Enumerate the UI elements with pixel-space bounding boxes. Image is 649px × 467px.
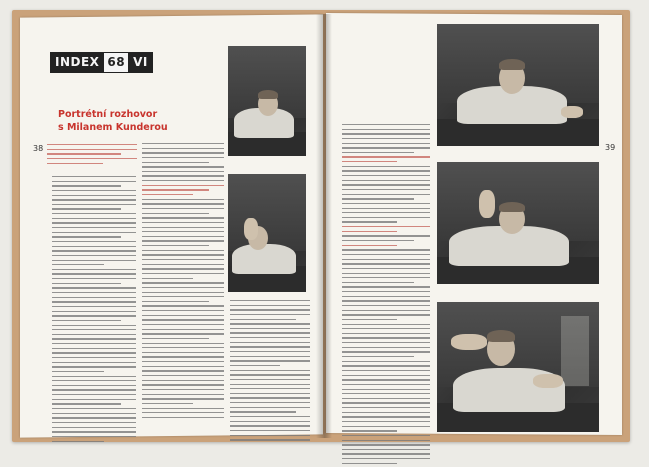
photo-portrait-5: [437, 302, 599, 432]
logo-number: 68: [104, 53, 128, 72]
intro-text-red: [47, 144, 137, 167]
page-number-right: 39: [605, 143, 616, 152]
left-column-1-text: [52, 176, 136, 445]
left-column-3-text: [230, 300, 310, 444]
article-title-line-1: Portrétní rozhovor: [58, 109, 158, 120]
right-column-1-text: [342, 124, 430, 467]
page-number-left: 38: [33, 144, 44, 153]
logo-roman: VI: [133, 55, 148, 69]
article-title-line-2: s Milanem Kunderou: [58, 121, 168, 133]
photo-portrait-3: [437, 24, 599, 146]
logo-word: INDEX: [55, 55, 100, 69]
left-column-2-text: [142, 143, 224, 421]
photo-portrait-4: [437, 162, 599, 284]
photo-portrait-2: [228, 174, 306, 292]
index-logo: [50, 52, 153, 73]
article-title: [58, 109, 178, 134]
book-gutter: [316, 14, 332, 438]
photo-portrait-1: [228, 46, 306, 156]
